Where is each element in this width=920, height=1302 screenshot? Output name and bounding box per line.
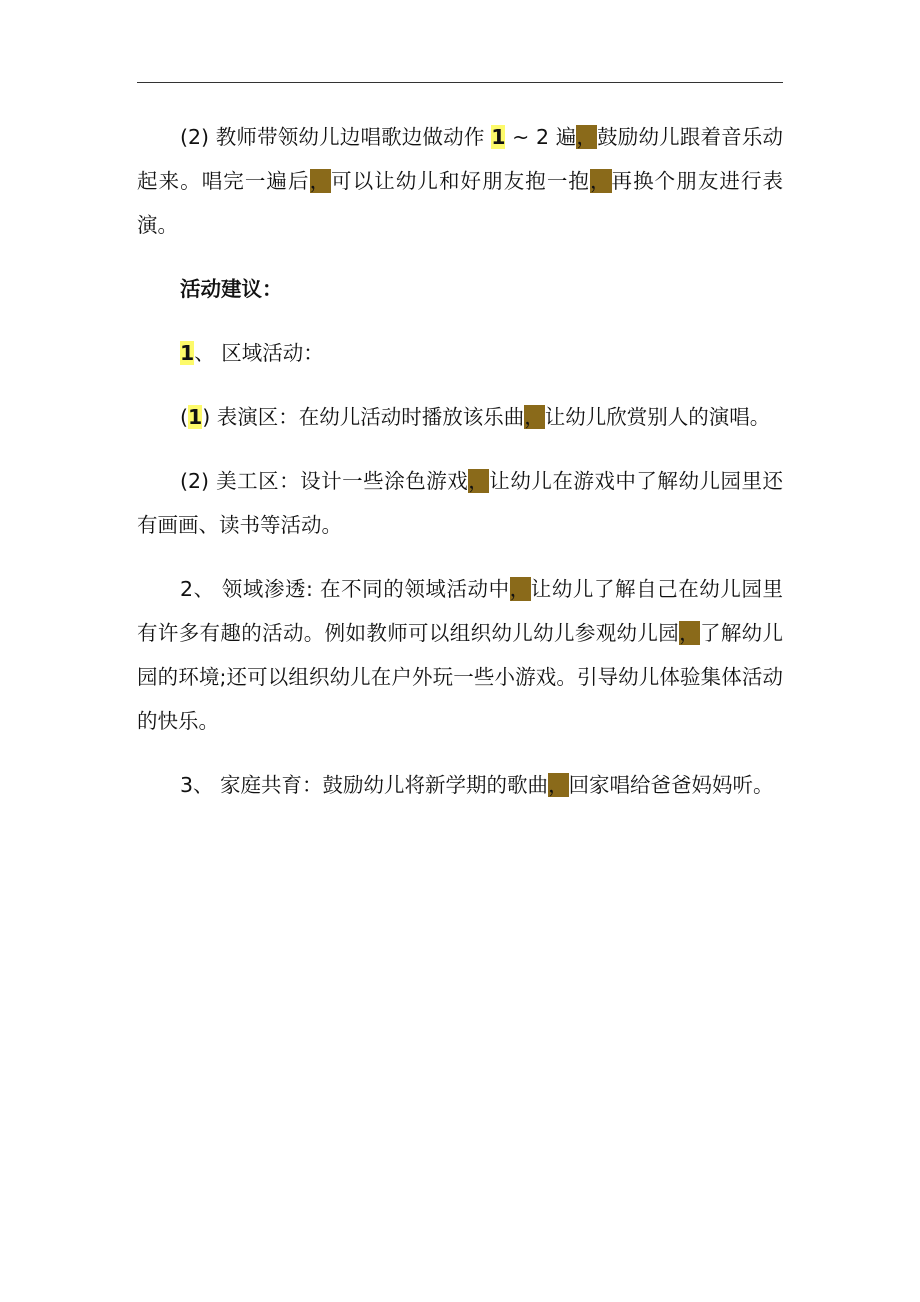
- highlighted-comma: ，: [589, 169, 612, 193]
- paragraph-p7: [137, 763, 783, 807]
- paragraph-p2: [137, 267, 783, 311]
- paragraph-p4: [137, 395, 783, 439]
- text-run: 鼓励幼儿跟着音乐动起来。唱完一遍后: [137, 125, 784, 193]
- highlighted-comma: ，: [509, 577, 531, 601]
- text-run: 可以让幼儿和好朋友抱一抱: [331, 169, 590, 193]
- text-run: 回家唱给爸爸妈妈听。: [568, 773, 774, 797]
- highlighted-comma: ，: [309, 169, 332, 193]
- paragraph-p3: [137, 331, 783, 375]
- text-run: (: [180, 405, 188, 429]
- text-run: 活动建议：: [180, 277, 283, 301]
- highlighted-comma: ，: [548, 773, 569, 797]
- highlighted-number: 1: [188, 405, 203, 429]
- paragraph-p5: [137, 459, 783, 547]
- text-run: (2) 教师带领幼儿边唱歌边做动作: [180, 125, 492, 149]
- text-run: 让幼儿欣赏别人的演唱。: [544, 405, 771, 429]
- highlighted-comma: ，: [576, 125, 598, 149]
- text-run: 、 区域活动：: [194, 341, 324, 365]
- document-body: [137, 115, 783, 827]
- paragraph-p1: [137, 115, 783, 247]
- text-run: 3、 家庭共育：鼓励幼儿将新学期的歌曲: [180, 773, 549, 797]
- header-rule: [137, 82, 783, 83]
- text-run: 让幼儿在游戏中了解幼儿园里还有画画、读书等活动。: [137, 469, 784, 537]
- text-run: ) 表演区：在幼儿活动时播放该乐曲: [202, 405, 525, 429]
- text-run: 再换个朋友进行表演。: [137, 169, 784, 237]
- text-run: ~ 2 遍: [505, 125, 577, 149]
- highlighted-number: 1: [180, 341, 195, 365]
- text-run: 了解幼儿园的环境;还可以组织幼儿在户外玩一些小游戏。引导幼儿体验集体活动的快乐。: [137, 621, 784, 733]
- text-run: 让幼儿了解自己在幼儿园里有许多有趣的活动。例如教师可以组织幼儿幼儿参观幼儿园: [137, 577, 784, 645]
- text-run: 2、 领域渗透: 在不同的领域活动中: [180, 577, 510, 601]
- paragraph-p6: [137, 567, 783, 743]
- highlighted-comma: ，: [679, 621, 700, 645]
- highlighted-number: 1: [491, 125, 506, 149]
- highlighted-comma: ，: [524, 405, 545, 429]
- text-run: (2) 美工区：设计一些涂色游戏: [180, 469, 469, 493]
- highlighted-comma: ，: [468, 469, 490, 493]
